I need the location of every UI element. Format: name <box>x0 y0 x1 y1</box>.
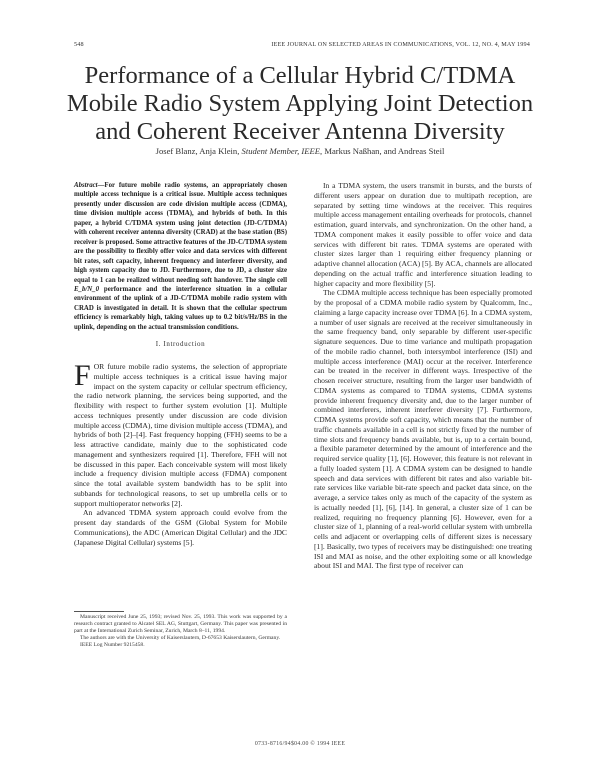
footnote-log-number: IEEE Log Number 9215458. <box>80 642 145 649</box>
footnotes <box>74 614 287 649</box>
abstract-math: E_b/N_0 <box>74 285 100 293</box>
abstract-label: Abstract— <box>74 182 105 189</box>
section-heading-introduction: I. Introduction <box>155 340 206 348</box>
right-paragraph-1: In a TDMA system, the users transmit in bursts, and the bursts of different users appear on duration due to multipath reception, are separated by setting time windows at the receiver. This requires multiple access management entailing overheads for protocols, channel estimation, guard intervals, and synchronization. On the other hand, a TDMA component makes it easily possible to offer voice and data services with different bit rates. TDMA systems are operated with cluster sizes larger than 1 requiring either frequency planning or adaptive channel allocation (ACA) [5]. By ACA, channels are allocated depending on the actual traffic and interference situation leading to higher capacity and more flexibility [5]. <box>314 181 532 288</box>
introduction-body <box>74 359 287 547</box>
title-line-1: Performance of a Cellular Hybrid C/TDMA <box>84 62 516 89</box>
title-line-2: Mobile Radio System Applying Joint Detection <box>66 90 534 117</box>
authors-before: Josef Blanz, Anja Klein, <box>155 146 242 156</box>
authors-after: , Markus Naßhan, and Andreas Steil <box>320 146 445 156</box>
journal-name: IEEE JOURNAL ON SELECTED AREAS IN COMMUNICATIONS, VOL. 12, NO. 4, MAY 1994 <box>271 41 530 48</box>
footnote-manuscript: Manuscript received June 25, 1993; revised Nov. 25, 1993. This work was supported by a research contract granted to Alcatel SEL AG, Stuttgart, Germany. This paper was presented in part at the International Zurich Seminar, Zurich, March 8–11, 1994. <box>74 614 287 635</box>
drop-cap: F <box>74 359 91 392</box>
intro-paragraph-2: An advanced TDMA system approach could evolve from the present day standards of the GSM (Global System for Mobile Communications), the ADC (American Digital Cellular) and the JDC (Japanese Digital Cellular) systems [5]. <box>74 508 287 547</box>
right-paragraph-2: The CDMA multiple access technique has been especially promoted by the proposal of a CDMA mobile radio system by Qualcomm, Inc., claiming a large capacity increase over TDMA [6]. In a CDMA system, a number of user signals are received at the receiver simultaneously in the same frequency band, only separable by different user-specific signature sequences. Due to time variance and multipath propagation of the mobile radio channel, both intersymbol interference (ISI) and multiple access interference (MAI) occur at the receiver. Interference can be treated in the receiver in different ways. Irrespective of the chosen receiver structure, resulting from the larger user bandwidth of CDMA systems as compared to TDMA systems, CDMA systems provide inherent frequency diversity and, due to the larger number of combined interferers, inherent interferer diversity [7]. Furthermore, CDMA systems provide soft capacity, which means that the number of traffic channels available in a cell is not strictly fixed by the number of time slots and frequency bands available, but is, up to a certain bound, a flexible parameter determined by the amount of interference and the required service quality [1], [6]. However, this feature is not relevant in a fully loaded system [1]. A CDMA system can be designed to handle speech and data services with different bit rates and also variable bit-rate services like variable bit-rate speech and packet data since, on the average, a service takes only as much of the capacity of the system as is actually needed [1], [6], [14]. In general, a cluster size of 1 can be realized, requiring no frequency planning [6]. However, even for a cluster size of 1, planning of a real-world cellular system with umbrella cells and adjacent or overlapping cells of different sizes is necessary [1]. Basically, two types of receivers may be distinguished: one treating ISI and MAI as noise, and the other exploiting some or all knowledge about ISI and MAI. The first type of receiver can <box>314 288 532 571</box>
author-list <box>60 146 540 156</box>
copyright-line: 0733-8716/94$04.00 © 1994 IEEE <box>254 741 346 747</box>
right-column <box>314 181 532 571</box>
paper-title <box>60 62 540 146</box>
page-number: 548 <box>74 41 84 48</box>
intro-paragraph-1 <box>74 359 287 508</box>
author-membership: Student Member, IEEE <box>241 146 321 156</box>
abstract <box>74 181 287 332</box>
abstract-text-2: performance and the interference situation in a cellular environment of the uplink of a JD-C/TDMA mobile radio system with CRAD is investigated in detail. It is shown that the cellular spectrum efficiency is remarkably high, taking values up to 0.2 bit/s/Hz/BS in the uplink, depending on the actual transmission conditions. <box>74 285 287 331</box>
abstract-text-1: For future mobile radio systems, an appropriately chosen multiple access technique is a critical issue. Multiple access techniques presently under discussion are code division multiple access (CDMA), time division multiple access (TDMA), and hybrids of both. In this paper, a hybrid C/TDMA system using joint detection (JD-C/TDMA) with coherent receiver antenna diversity (CRAD) at the base station (BS) receiver is proposed. Some attractive features of the JD-C/TDMA system are the possibility to flexibly offer voice and data services with different bit rates, soft capacity, inherent frequency and interferer diversity, and high system capacity due to JD. Furthermore, due to JD, a cluster size equal to 1 can be realized without needing soft handover. The single cell <box>74 182 287 284</box>
footnote-affiliation: The authors are with the University of Kaiserslautern, D-67653 Kaiserslautern, Germany. <box>80 635 281 642</box>
title-line-3: and Coherent Receiver Antenna Diversity <box>95 118 505 145</box>
intro-paragraph-1-text: OR future mobile radio systems, the selection of appropriate multiple access techniques is a critical issue having major impact on the system capacity or cellular spectrum efficiency, the radio network planning, the services being supported, and the flexibility with respect to further system evolution [1]. Multiple access techniques presently under discussion are code division multiple access (CDMA), time division multiple access (TDMA), and hybrids of both [2]–[4]. Fast frequency hopping (FFH) seems to be a less attractive candidate, mainly due to the sophisticated code management and synthesizers required [1]. Therefore, FFH will not be discussed in this paper. Each conceivable system will most likely include a frequency division multiple access (FDMA) component since the total available system bandwidth has to be split into subbands for technological reasons, to set up umbrella cells or to support multioperator networks [2]. <box>74 362 287 508</box>
footnote-rule <box>74 611 124 612</box>
